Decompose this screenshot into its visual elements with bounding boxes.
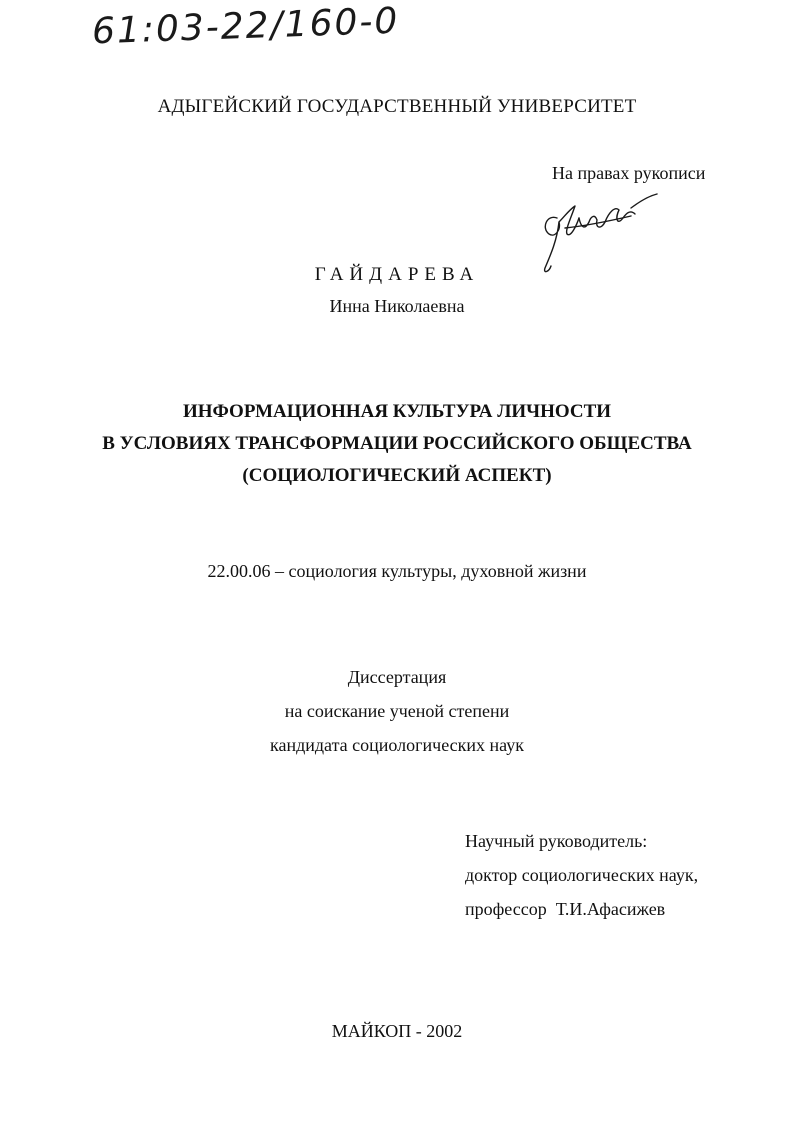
advisor-line: профессор Т.И.Афасижев <box>465 899 666 919</box>
title-line: ИНФОРМАЦИОННАЯ КУЛЬТУРА ЛИЧНОСТИ <box>182 401 612 422</box>
city-year: МАЙКОП - 2002 <box>331 1021 463 1041</box>
degree-line: Диссертация <box>347 667 447 687</box>
scientific-advisor <box>465 824 698 926</box>
author-surname: ГАЙДАРЕВА <box>314 264 480 285</box>
author-given-names: Инна Николаевна <box>329 296 465 316</box>
manuscript-rights-note: На правах рукописи <box>552 163 706 183</box>
degree-line: кандидата социологических наук <box>270 735 524 755</box>
degree-statement <box>0 660 794 762</box>
advisor-line: доктор социологических наук, <box>465 865 699 885</box>
university-name: АДЫГЕЙСКИЙ ГОСУДАРСТВЕННЫЙ УНИВЕРСИТЕТ <box>157 96 637 117</box>
title-line: В УСЛОВИЯХ ТРАНСФОРМАЦИИ РОССИЙСКОГО ОБЩЕСТВА <box>102 433 692 454</box>
advisor-line: Научный руководитель: <box>465 831 648 851</box>
dissertation-title <box>0 396 794 492</box>
specialty-code: 22.00.06 – социология культуры, духовной жизни <box>207 561 587 581</box>
title-line: (СОЦИОЛОГИЧЕСКИЙ АСПЕКТ) <box>242 465 552 486</box>
degree-line: на соискание ученой степени <box>284 701 510 721</box>
archive-code-handwritten: 61:03-22/160-0 <box>91 0 400 53</box>
